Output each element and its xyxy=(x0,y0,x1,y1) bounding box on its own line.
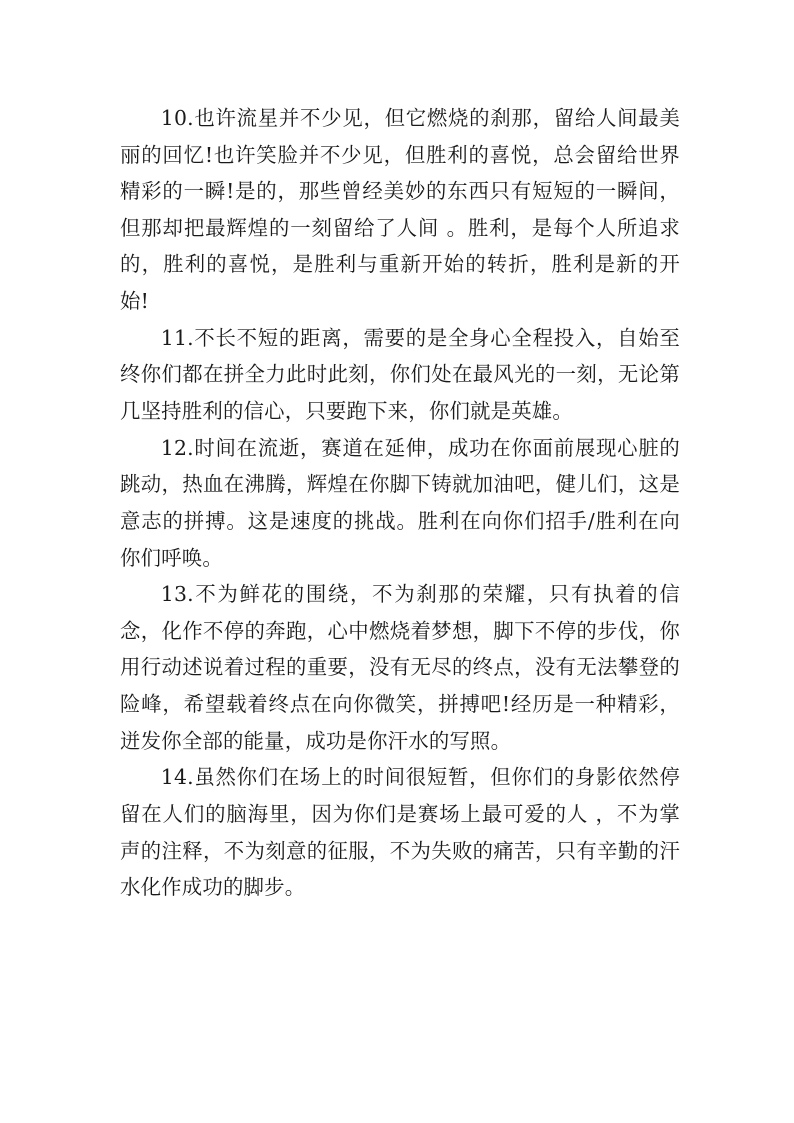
paragraph-13: 13.不为鲜花的围绕，不为刹那的荣耀，只有执着的信念，化作不停的奔跑，心中燃烧着梦想，脚下不停的步伐，你用行动述说着过程的重要，没有无尽的终点，没有无法攀登的险峰，希望载着终点在向你微笑，拼搏吧!经历是一种精彩，迸发你全部的能量，成功是你汗水的写照。 xyxy=(120,582,680,753)
paragraph-11: 11.不长不短的距离，需要的是全身心全程投入，自始至终你们都在拼全力此时此刻，你们处在最风光的一刻，无论第几坚持胜利的信心，只要跑下来，你们就是英雄。 xyxy=(120,325,680,423)
document-body xyxy=(120,100,680,906)
paragraph-10: 10.也许流星并不少见，但它燃烧的刹那，留给人间最美丽的回忆!也许笑脸并不少见，但胜利的喜悦，总会留给世界精彩的一瞬!是的，那些曾经美妙的东西只有短短的一瞬间，但那却把最辉煌的一刻留给了人间 。胜利，是每个人所追求的，胜利的喜悦，是胜利与重新开始的转折，胜利是新的开始! xyxy=(120,106,680,313)
paragraph-12: 12.时间在流逝，赛道在延伸，成功在你面前展现心脏的跳动，热血在沸腾，辉煌在你脚下铸就加油吧，健儿们，这是意志的拼搏。这是速度的挑战。胜利在向你们招手/胜利在向你们呼唤。 xyxy=(120,435,680,570)
paragraph-14: 14.虽然你们在场上的时间很短暂，但你们的身影依然停留在人们的脑海里，因为你们是赛场上最可爱的人 ，不为掌声的注释，不为刻意的征服，不为失败的痛苦，只有辛勤的汗水化作成功的脚步。 xyxy=(120,765,680,900)
